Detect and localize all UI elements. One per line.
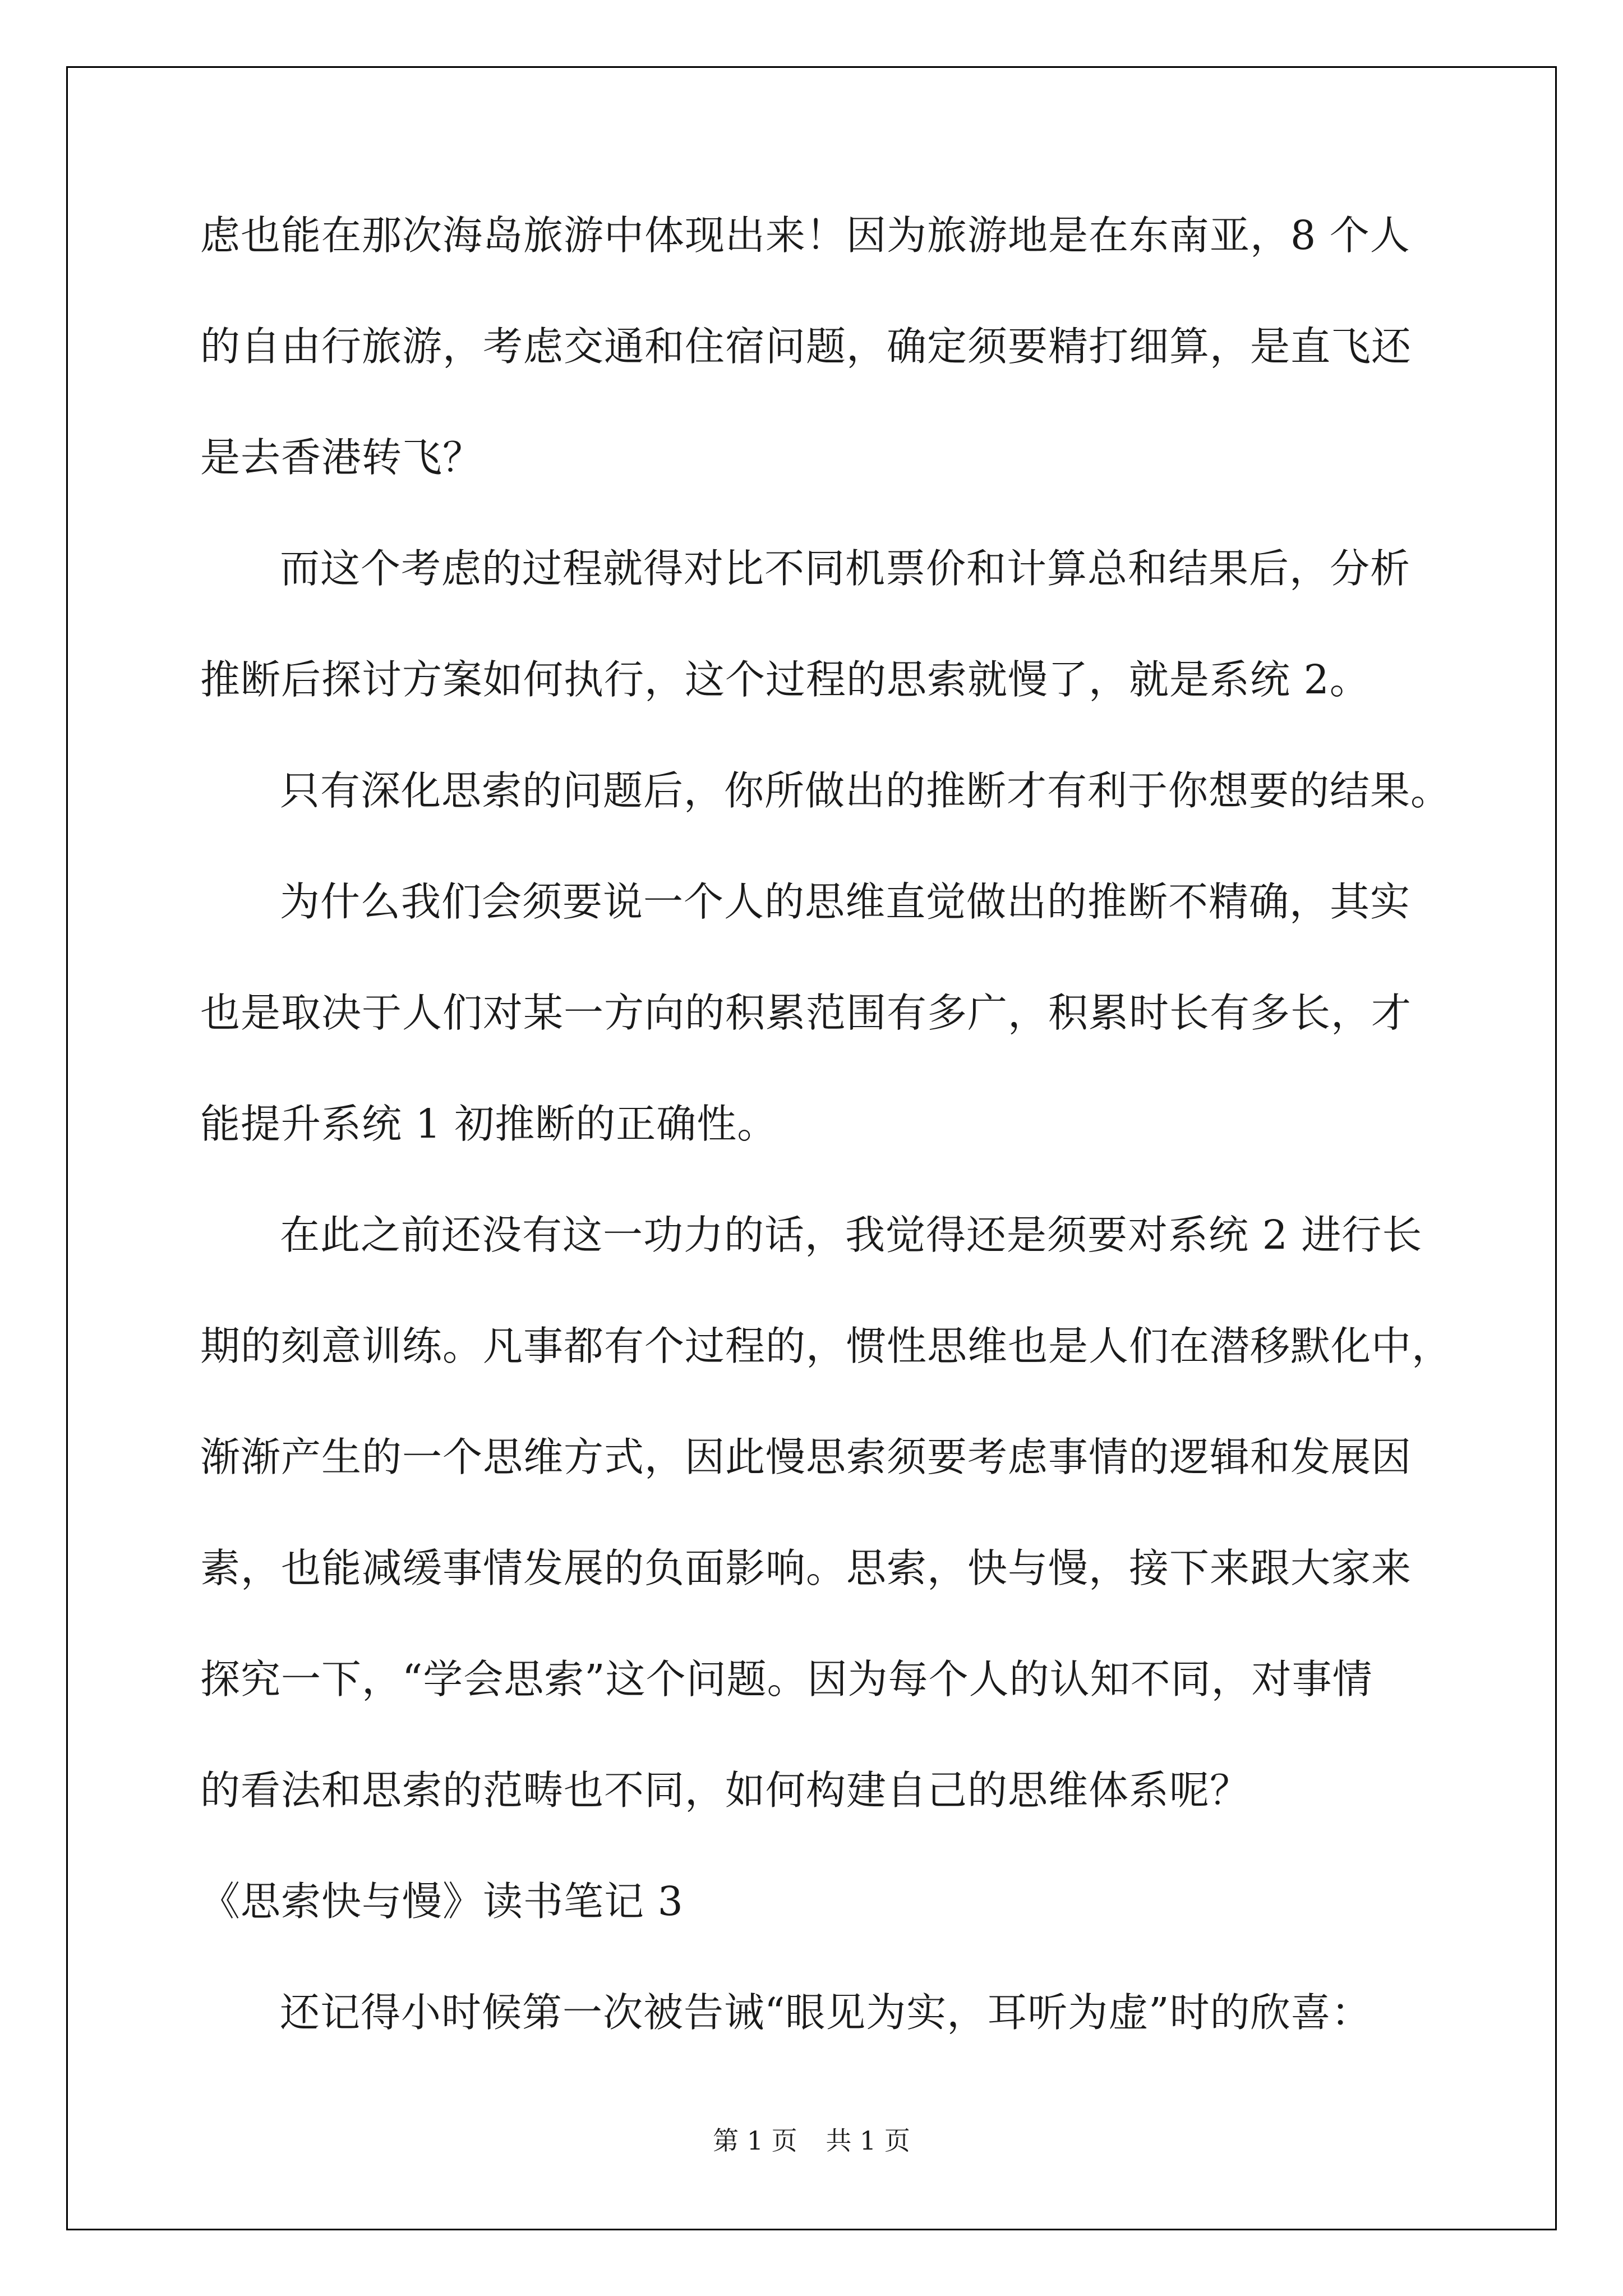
text-line: 也是取决于人们对某一方向的积累范围有多广，积累时长有多长，才 — [200, 990, 1412, 1036]
text-line: 素，也能减缓事情发展的负面影响。思索，快与慢，接下来跟大家来 — [200, 1545, 1412, 1591]
document-body — [200, 196, 1453, 2085]
text-line: 能提升系统 1 初推断的正确性。 — [200, 1101, 778, 1147]
text-line: 探究一下，“学会思索”这个问题。因为每个人的认知不同，对事情 — [200, 1656, 1373, 1703]
text-line: 而这个考虑的过程就得对比不同机票价和计算总和结果后，分析 — [280, 545, 1411, 592]
text-line: 只有深化思索的问题后，你所做出的推断才有利于你想要的结果。 — [280, 767, 1451, 814]
page-number: 第 1 页 — [713, 2125, 797, 2156]
section-heading: 《思索快与慢》读书笔记 3 — [200, 1878, 684, 1925]
text-line: 是去香港转飞？ — [200, 434, 483, 481]
text-line: 渐渐产生的一个思维方式，因此慢思索须要考虑事情的逻辑和发展因 — [200, 1434, 1412, 1480]
page-footer — [0, 2120, 1623, 2157]
text-line: 在此之前还没有这一功力的话，我觉得还是须要对系统 2 进行长 — [280, 1212, 1423, 1258]
text-line: 还记得小时候第一次被告诫“眼见为实，耳听为虚”时的欣喜： — [280, 1989, 1372, 2036]
text-line: 的自由行旅游，考虑交通和住宿问题，确定须要精打细算，是直飞还 — [200, 323, 1412, 370]
text-line: 期的刻意训练。凡事都有个过程的，惯性思维也是人们在潜移默化中， — [200, 1323, 1453, 1369]
text-line: 推断后探讨方案如何执行，这个过程的思索就慢了，就是系统 2。 — [200, 656, 1370, 703]
text-line: 为什么我们会须要说一个人的思维直觉做出的推断不精确，其实 — [280, 878, 1411, 925]
page-total: 共 1 页 — [826, 2125, 910, 2156]
text-line: 虑也能在那次海岛旅游中体现出来！因为旅游地是在东南亚，8 个人 — [200, 212, 1410, 259]
text-line: 的看法和思索的范畴也不同，如何构建自己的思维体系呢？ — [200, 1767, 1251, 1814]
